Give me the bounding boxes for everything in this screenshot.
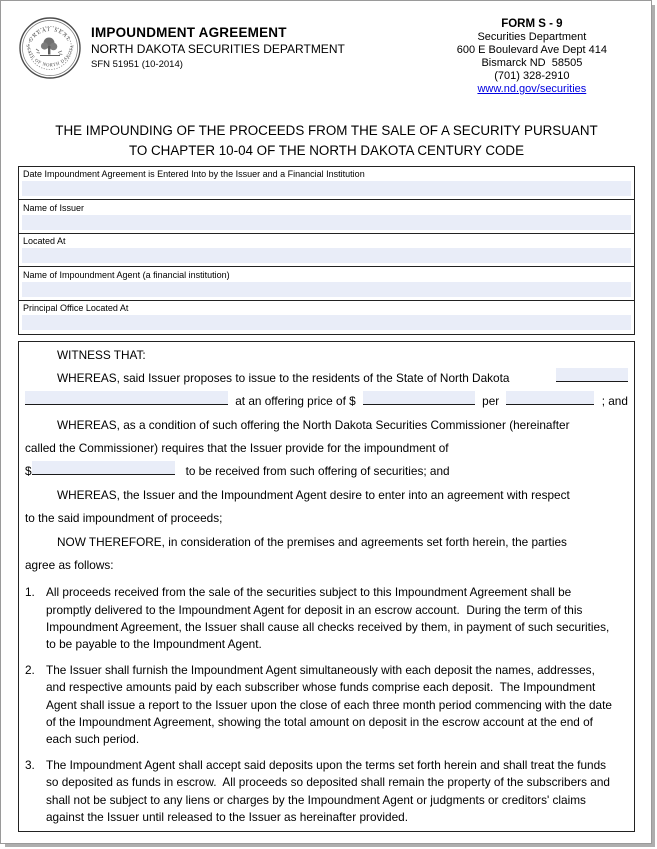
per-label: per	[482, 394, 500, 409]
item-1-number: 1.	[25, 585, 35, 600]
contact-address-line1: 600 E Boulevard Ave Dept 414	[456, 44, 607, 56]
whereas-condition-line1: WHEREAS, as a condition of such offering the North Dakota Securities Commissioner (hereinafter	[57, 417, 570, 432]
field-agent-name	[18, 266, 635, 301]
sfn-number: SFN 51951 (10-2014)	[91, 59, 183, 70]
nd-great-seal-icon	[18, 16, 82, 80]
agreement-body	[18, 341, 635, 832]
witness-heading: WITNESS THAT:	[57, 347, 146, 362]
form-title: IMPOUNDMENT AGREEMENT	[91, 25, 287, 40]
whereas-issue-line2-end: ; and	[601, 394, 628, 409]
agreement-item-1	[25, 584, 628, 653]
field-date-entered	[18, 166, 635, 201]
whereas-issue-line2	[25, 390, 628, 413]
whereas-condition-line3	[25, 460, 628, 483]
now-therefore-line1: NOW THEREFORE, in consideration of the premises and agreements set forth herein, the parties	[57, 534, 567, 549]
agent-office-input[interactable]	[22, 315, 631, 330]
svg-text:GREAT SEAL: GREAT SEAL	[27, 26, 73, 44]
impound-amount-blank[interactable]	[32, 461, 175, 475]
offering-price-blank[interactable]	[363, 391, 475, 405]
whereas-desire-line2: to the said impoundment of proceeds;	[25, 511, 223, 526]
issuer-name-input[interactable]	[22, 215, 631, 230]
whereas-desire-line1: WHEREAS, the Issuer and the Impoundment Agent desire to enter into an agreement with respect	[57, 487, 570, 502]
item-2-number: 2.	[25, 663, 35, 678]
issuer-location-input[interactable]	[22, 248, 631, 263]
agency-block	[18, 16, 345, 80]
whereas-condition-line3-end: to be received from such offering of securities; and	[185, 464, 450, 479]
whereas-issue-line1	[25, 367, 628, 390]
dollar-sign: $	[25, 464, 32, 479]
website-link[interactable]: www.nd.gov/securities	[477, 83, 587, 95]
item-3-text: The Impoundment Agent shall accept said deposits upon the terms set forth herein and shall treat the funds so deposited as funds in escrow. All proceeds so deposited shall remain the property of the subscribers and shall not be subject to any liens or charges by the Impoundment Agent or judgments or creditors' claims against the Issuer until released to the Issuer as hereinafter provided.	[46, 758, 614, 824]
document-title	[18, 121, 635, 161]
field-agent-office-label: Principal Office Located At	[23, 303, 129, 313]
now-therefore-line2: agree as follows:	[25, 558, 114, 573]
field-issuer-name	[18, 199, 635, 234]
field-issuer-location	[18, 233, 635, 268]
agent-name-input[interactable]	[22, 282, 631, 297]
field-agent-office	[18, 300, 635, 335]
offering-price-label: at an offering price of $	[235, 394, 356, 409]
document-title-line2: TO CHAPTER 10-04 OF THE NORTH DAKOTA CENTURY CODE	[128, 143, 525, 158]
department-name: NORTH DAKOTA SECURITIES DEPARTMENT	[91, 42, 345, 56]
agreement-items	[25, 584, 628, 826]
per-unit-blank[interactable]	[506, 391, 594, 405]
contact-phone: (701) 328-2910	[494, 70, 570, 82]
item-3-number: 3.	[25, 758, 35, 773]
document-title-line1: THE IMPOUNDING OF THE PROCEEDS FROM THE SALE OF A SECURITY PURSUANT	[55, 123, 598, 138]
date-entered-input[interactable]	[22, 181, 631, 196]
whereas-condition-line2: called the Commissioner) requires that the Issuer provide for the impoundment of	[25, 441, 449, 456]
securities-description-blank-2[interactable]	[25, 391, 228, 405]
form-header	[18, 16, 635, 96]
item-1-text: All proceeds received from the sale of the securities subject to this Impoundment Agreement shall be promptly delivered to the Impoundment Agent for deposit in an escrow account. During the term of this Impoundment Agreement, the Issuer shall cause all checks received by them, in payment of such securities, to be payable to the Impoundment Agent.	[46, 585, 613, 652]
field-issuer-location-label: Located At	[23, 236, 66, 246]
contact-block	[457, 16, 635, 96]
field-date-entered-label: Date Impoundment Agreement is Entered Into by the Issuer and a Financial Institution	[23, 169, 365, 179]
agreement-item-3	[25, 757, 628, 826]
agency-titles	[91, 16, 345, 70]
field-agent-name-label: Name of Impoundment Agent (a financial institution)	[23, 269, 230, 280]
whereas-issue-text1: WHEREAS, said Issuer proposes to issue to the residents of the State of North Dakota	[57, 370, 510, 385]
agreement-item-2	[25, 662, 628, 748]
field-section	[18, 166, 635, 335]
field-issuer-name-label: Name of Issuer	[23, 202, 85, 213]
contact-address-line2: Bismarck ND 58505	[481, 57, 583, 69]
form-code: FORM S - 9	[501, 18, 563, 30]
item-2-text: The Issuer shall furnish the Impoundment Agent simultaneously with each deposit the names, addresses, and respective amounts paid by each subscriber whose funds comprise each deposit. The Impoundment Agent shall issue a report to the Issuer upon the close of each three month period commencing with the date of the Impoundment Agreement, showing the total amount on deposit in the escrow account at the end of each such period.	[46, 663, 616, 747]
svg-text:STATE OF NORTH DAKOTA: STATE OF NORTH DAKOTA	[25, 44, 75, 68]
contact-department: Securities Department	[477, 31, 587, 43]
securities-description-blank-1[interactable]	[556, 368, 628, 382]
